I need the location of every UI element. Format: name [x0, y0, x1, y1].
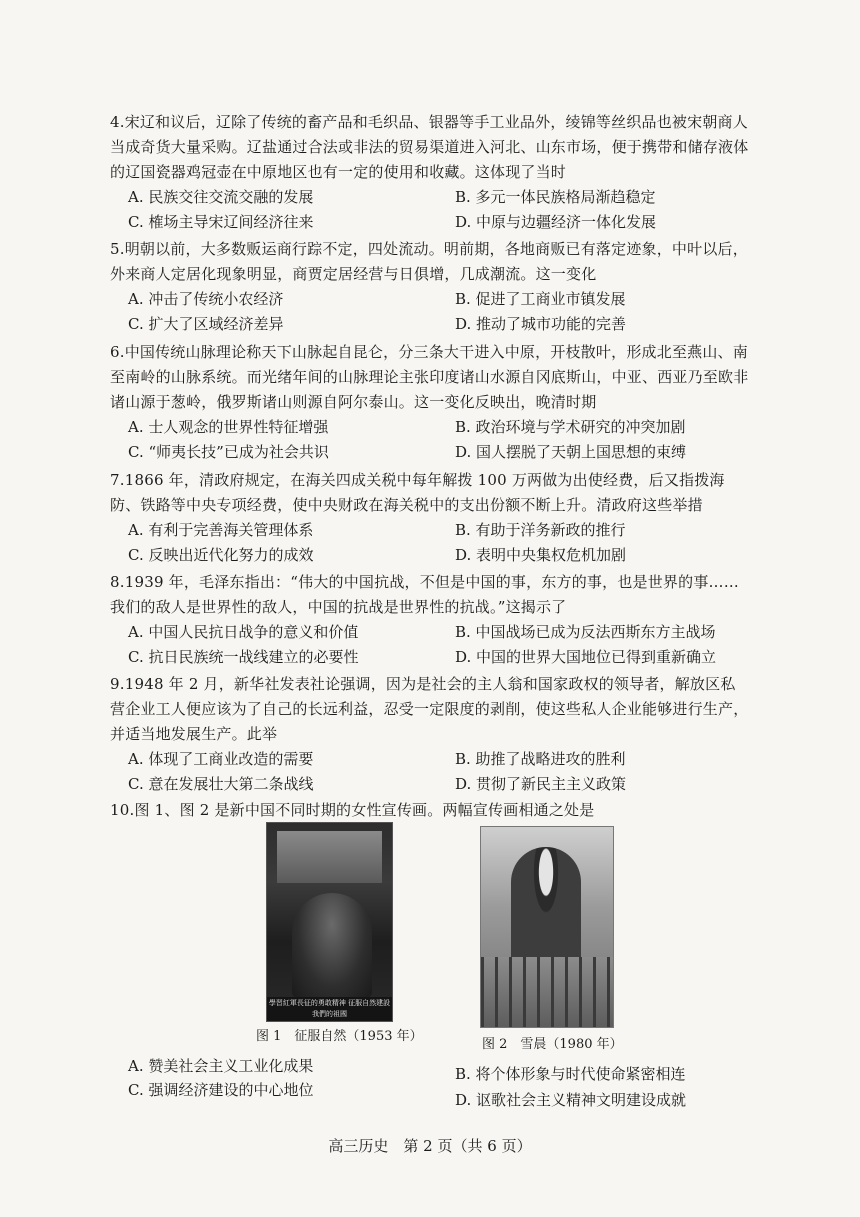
options	[110, 415, 750, 465]
question-8	[110, 570, 750, 670]
option-d[interactable]: D. 表明中央集权危机加剧	[455, 546, 627, 564]
figure-1-caption: 图 1 征服自然（1953 年）	[256, 1029, 423, 1044]
option-b[interactable]: B. 将个体形象与时代使命紧密相连	[455, 1065, 686, 1083]
figure-2-caption: 图 2 雪晨（1980 年）	[482, 1037, 623, 1052]
options	[110, 747, 750, 797]
option-c[interactable]: C. 抗日民族统一战线建立的必要性	[128, 648, 359, 666]
option-b[interactable]: B. 政治环境与学术研究的冲突加剧	[455, 418, 686, 436]
question-stem: 6.中国传统山脉理论称天下山脉起自昆仑，分三条大干进入中原，开枝散叶，形成北至燕山、南至南岭的山脉系统。而光绪年间的山脉理论主张印度诸山水源自冈底斯山，中亚、西亚乃至欧非诸山源于葱岭，俄罗斯诸山则源自阿尔泰山。这一变化反映出，晚清时期	[110, 343, 749, 411]
options	[110, 518, 750, 568]
poster-figure-2	[480, 826, 614, 1028]
option-c[interactable]: C. 扩大了区域经济差异	[128, 315, 284, 333]
options	[110, 287, 750, 337]
question-9	[110, 672, 750, 797]
option-b[interactable]: B. 多元一体民族格局渐趋稳定	[455, 188, 656, 206]
option-d[interactable]: D. 贯彻了新民主主义政策	[455, 775, 627, 793]
option-b[interactable]: B. 中国战场已成为反法西斯东方主战场	[455, 623, 716, 641]
option-d[interactable]: D. 国人摆脱了天朝上国思想的束缚	[455, 443, 687, 461]
question-7	[110, 468, 750, 568]
option-b[interactable]: B. 助推了战略进攻的胜利	[455, 750, 626, 768]
poster-slogan: 學習紅軍長征的勇敢精神 征服自然建設我們的祖國	[267, 997, 392, 1021]
poster-snow-fence	[481, 957, 613, 1027]
question-6	[110, 340, 750, 465]
options	[110, 620, 750, 670]
option-d[interactable]: D. 推动了城市功能的完善	[455, 315, 627, 333]
option-a[interactable]: A. 有利于完善海关管理体系	[128, 521, 314, 539]
options	[110, 185, 750, 235]
question-stem: 9.1948 年 2 月，新华社发表社论强调，因为是社会的主人翁和国家政权的领导者，解放区私营企业工人便应该为了自己的长远利益，忍受一定限度的剥削，使这些私人企业能够进行生产，并适当地发展生产。此举	[110, 675, 749, 743]
option-a[interactable]: A. 民族交往交流交融的发展	[128, 188, 314, 206]
option-b[interactable]: B. 促进了工商业市镇发展	[455, 290, 626, 308]
question-5	[110, 237, 750, 337]
option-d[interactable]: D. 中原与边疆经济一体化发展	[455, 213, 657, 231]
poster-marching-scene	[277, 831, 382, 883]
option-a[interactable]: A. 体现了工商业改造的需要	[128, 750, 314, 768]
question-stem: 8.1939 年，毛泽东指出：“伟大的中国抗战，不但是中国的事，东方的事，也是世界的事……我们的敌人是世界性的敌人，中国的抗战是世界性的抗战。”这揭示了	[110, 573, 739, 616]
page-footer: 高三历史 第 2 页（共 6 页）	[328, 1137, 532, 1155]
option-a[interactable]: A. 中国人民抗日战争的意义和价值	[128, 623, 359, 641]
question-4	[110, 110, 750, 235]
question-stem: 7.1866 年，清政府规定，在海关四成关税中每年解拨 100 万两做为出使经费，后又指拨海防、铁路等中央专项经费，使中央财政在海关税中的支出份额不断上升。清政府这些举措	[110, 471, 725, 514]
option-d[interactable]: D. 讴歌社会主义精神文明建设成就	[455, 1091, 687, 1109]
poster-figure-1	[266, 822, 393, 1022]
option-b[interactable]: B. 有助于洋务新政的推行	[455, 521, 626, 539]
option-a[interactable]: A. 士人观念的世界性特征增强	[128, 418, 329, 436]
option-c[interactable]: C. 强调经济建设的中心地位	[128, 1081, 314, 1099]
question-10	[110, 798, 750, 823]
option-c[interactable]: C. 意在发展壮大第二条战线	[128, 775, 314, 793]
question-stem: 4.宋辽和议后，辽除了传统的畜产品和毛织品、银器等手工业品外，绫锦等丝织品也被宋朝商人当成奇货大量采购。辽盐通过合法或非法的贸易渠道进入河北、山东市场，便于携带和储存液体的辽国瓷器鸡冠壶在中原地区也有一定的使用和收藏。这体现了当时	[110, 113, 749, 181]
option-a[interactable]: A. 冲击了传统小农经济	[128, 290, 284, 308]
poster-woman-figure	[292, 893, 372, 998]
option-c[interactable]: C. “师夷长技”已成为社会共识	[128, 443, 329, 461]
question-stem: 10.图 1、图 2 是新中国不同时期的女性宣传画。两幅宣传画相通之处是	[110, 801, 595, 819]
question-stem: 5.明朝以前，大多数贩运商行踪不定，四处流动。明前期，各地商贩已有落定迹象，中叶以后，外来商人定居化现象明显，商贾定居经营与日俱增，几成潮流。这一变化	[110, 240, 748, 283]
option-c[interactable]: C. 榷场主导宋辽间经济往来	[128, 213, 314, 231]
option-c[interactable]: C. 反映出近代化努力的成效	[128, 546, 314, 564]
option-a[interactable]: A. 赞美社会主义工业化成果	[128, 1057, 314, 1075]
option-d[interactable]: D. 中国的世界大国地位已得到重新确立	[455, 648, 717, 666]
